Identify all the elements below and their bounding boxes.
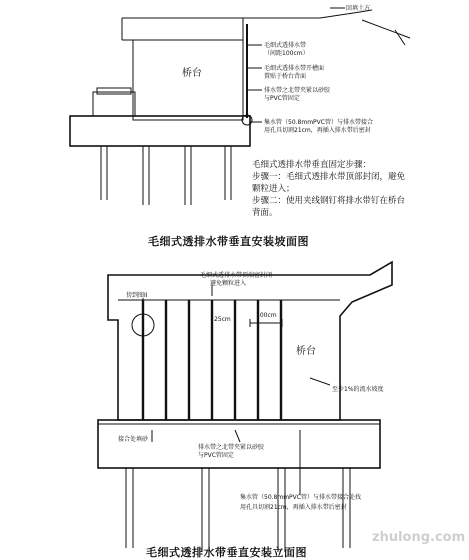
collector-label-2: 用孔具切割21cm，再插入排水带后密封: [240, 504, 347, 511]
top-callout-6: 与PVC管固定: [264, 95, 300, 102]
watermark: zhulong.com: [372, 530, 466, 545]
abutment-label-bottom: 桥台: [296, 346, 316, 357]
steps-line-3: 颗粒进入；: [252, 184, 295, 194]
steps-line-5: 背面。: [252, 208, 278, 218]
top-callout-8: 用孔具切割21cm，再插入排水带后密封: [264, 127, 371, 134]
steps-line-4: 步骤二：使用夹线钢钉将排水带钉在桥台: [252, 196, 406, 206]
ground-line: [122, 10, 372, 18]
steps-line-2: 步骤一：毛细式透排水带顶部封闭，避免: [252, 172, 406, 182]
strip-clamp-label-2: 与PVC管固定: [198, 452, 234, 459]
collector-label-1: 集水管（50.8mmPVC管）与排水带接合处找: [240, 494, 361, 501]
backfill-slope-2: [395, 30, 405, 45]
abutment-slab: [108, 262, 392, 420]
spacing-label: 100cm: [256, 312, 277, 319]
top-callout-5: 排水带之北带夹紧以砂胶: [264, 87, 331, 94]
top-callout-4: 置贴于桥台背面: [264, 73, 307, 80]
bearing-block: [93, 92, 135, 116]
slope-label: 至少1%的流水坡度: [332, 386, 384, 393]
detail-label: 傍到图II: [126, 292, 148, 299]
bearing-pad: [97, 88, 131, 94]
bottom-callout-top-2: 避免颗粒进入: [210, 280, 247, 287]
abutment-body: [133, 40, 243, 120]
top-callout-7: 集水管（50.8mmPVC管）与排水带接合: [264, 119, 373, 126]
joint-sand-label: 接合处填砂: [118, 436, 149, 443]
bottom-caption: 毛细式透排水带垂直安装立面图: [146, 546, 307, 559]
abutment-label-top: 桥台: [182, 68, 202, 79]
backfill-label: 回填土方: [346, 5, 371, 12]
top-callout-3: 毛细式透排水带开槽面: [264, 65, 325, 72]
top-callout-1: 毛细式透排水带: [264, 42, 307, 49]
backfill-slope: [362, 20, 410, 38]
bottom-callout-top-1: 毛细式透排水带顶端密封闭: [200, 272, 273, 279]
strip-clamp-label-1: 排水带之北带夹紧以砂胶: [198, 444, 265, 451]
top-callout-2: （间距100cm）: [264, 50, 309, 57]
steps-line-1: 毛细式透排水带垂直固定步骤：: [252, 160, 372, 170]
spacing-small-label: 25cm: [214, 316, 231, 323]
top-caption: 毛细式透排水带垂直安装坡面图: [148, 235, 309, 248]
